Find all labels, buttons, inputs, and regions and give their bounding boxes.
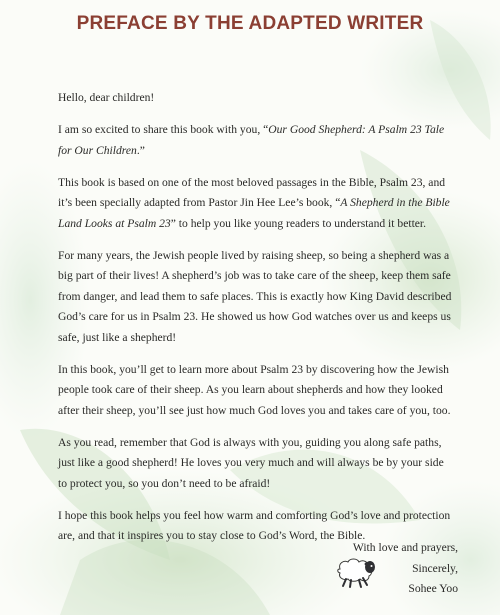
paragraph-4: In this book, you’ll get to learn more about Psalm 23 by discovering how the Jewish people took care of their sheep. As you learn about shepherds and how they looked after their sheep, you’ll see just how much God loves you and takes care of you, too. — [58, 362, 451, 417]
signature-sincerely: Sincerely, — [412, 561, 458, 575]
paragraph-1 — [58, 120, 455, 161]
paragraph-1-text: I am so excited to share this book with you, “ — [58, 123, 269, 136]
paragraph-2-text: This book is based on one of the most beloved passages in the Bible, Psalm 23, and it’s been specially adapted from Pastor Jin Hee Lee’s book, “ — [58, 175, 446, 209]
greeting: Hello, dear children! — [58, 91, 155, 104]
sheep-icon — [330, 555, 380, 589]
signature-closing: With love and prayers, — [352, 541, 458, 554]
paragraph-3: For many years, the Jewish people lived by raising sheep, so being a shepherd was a big part of their lives! A shepherd’s job was to take care of the sheep, keep them safe from danger, and lead them to safe places. This is exactly how King David described God’s care for us in Psalm 23. He showed us how God watches over us and keeps us safe, just like a shepherd! — [58, 248, 452, 344]
book-title-italic: Our Good Shepherd: A Psalm 23 Tale for Our Children — [58, 123, 445, 157]
signature-name: Sohee Yoo — [408, 582, 458, 595]
preface-body — [58, 88, 455, 558]
paragraph-5: As you read, remember that God is always with you, guiding you along safe paths, just like a good shepherd! He loves you very much and will always be by your side to protect you, so you don’t need to be afraid! — [58, 435, 444, 490]
paragraph-2-end: ” to help you like young readers to understand it better. — [170, 216, 427, 230]
page-title: PREFACE BY THE ADAPTED WRITER — [76, 13, 424, 34]
paragraph-6: I hope this book helps you feel how warm and comforting God’s love and protection are, and that it inspires you to stay close to God’s Word, the Bible. — [58, 508, 451, 542]
source-book-title-italic: A Shepherd in the Bible Land Looks at Psalm 23 — [58, 196, 450, 230]
paragraph-2 — [58, 173, 455, 235]
paragraph-1-end: .” — [136, 143, 145, 157]
